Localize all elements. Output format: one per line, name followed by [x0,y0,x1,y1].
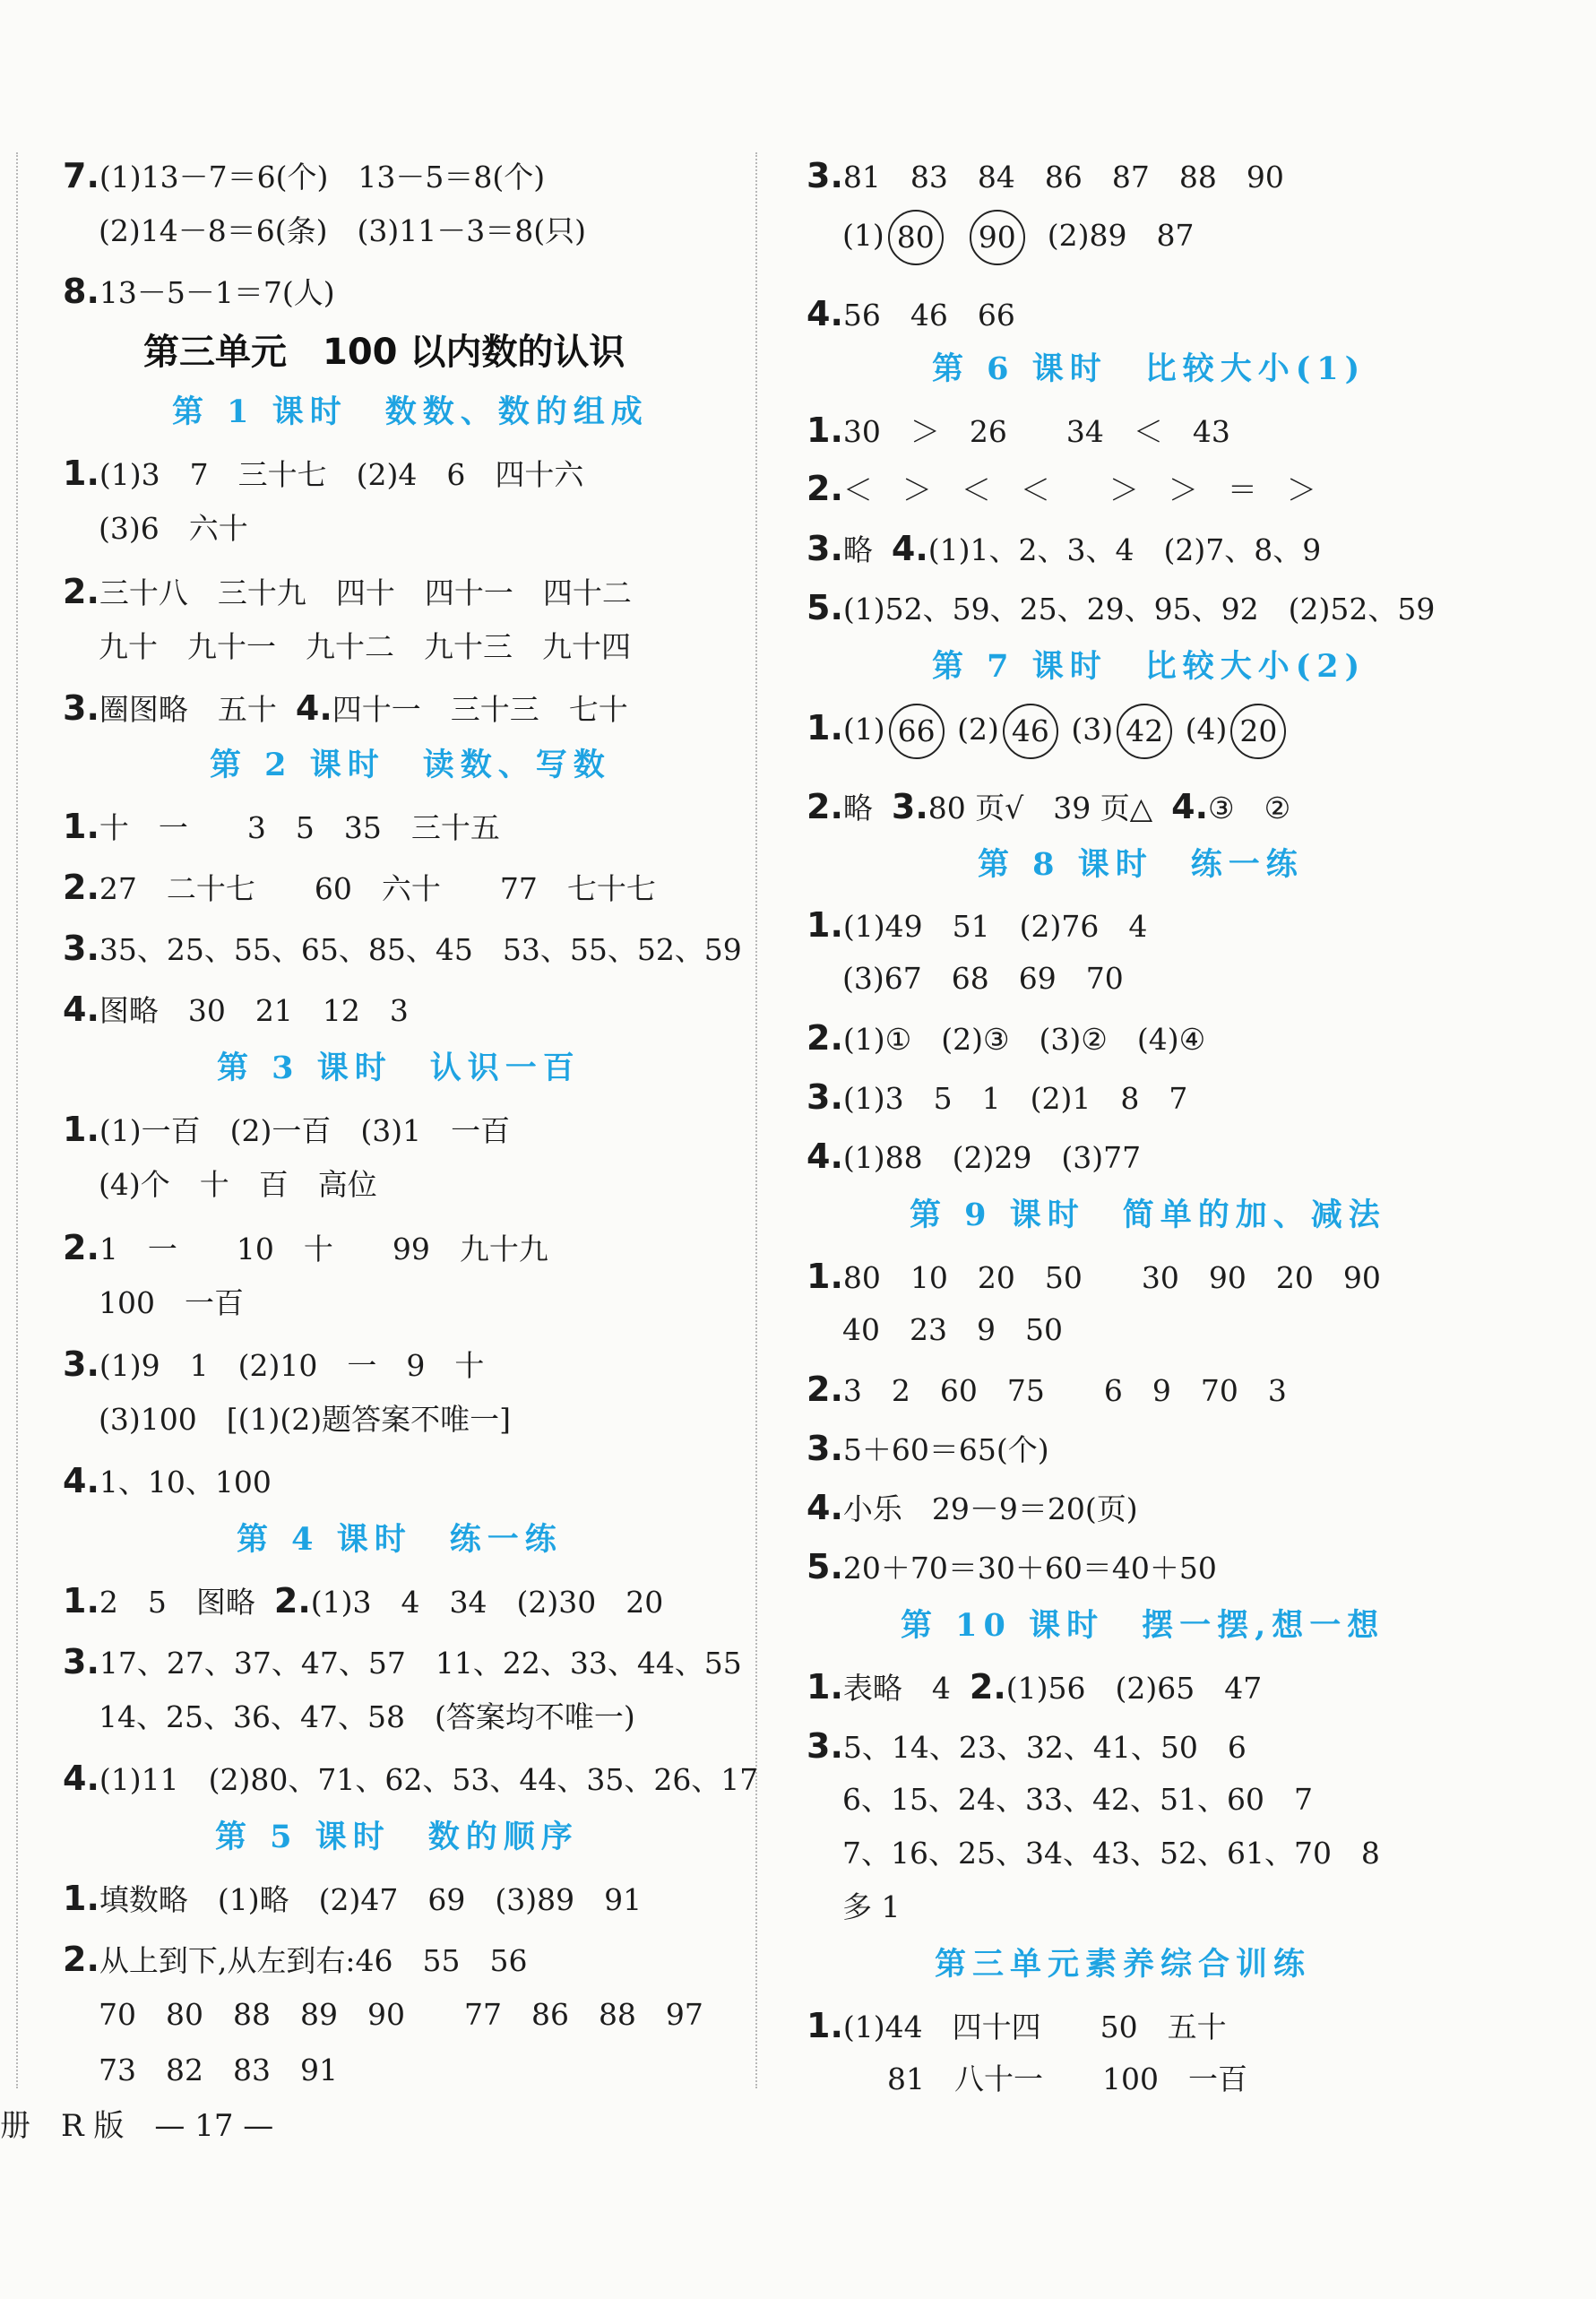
lesson-9-q1: 1.80 10 20 50 30 90 20 90 [807,1257,1381,1296]
lesson-5-heading: 第 5 课时 数的顺序 [215,1819,579,1855]
page-footer: 册 R 版 — 17 — [0,2108,274,2144]
circled-number: 46 [1003,704,1058,759]
lesson-2-q4: 4.图略 30 21 12 3 [63,990,409,1029]
answer-7: 7.(1)13－7＝6(个) 13－5＝8(个) [63,156,546,195]
lesson-4-heading: 第 4 课时 练一练 [237,1521,563,1558]
lesson-8-q4: 4.(1)88 (2)29 (3)77 [807,1137,1142,1176]
lesson-3-q3: 3.(1)9 1 (2)10 一 9 十 [63,1344,485,1384]
lesson-7-heading: 第 7 课时 比较大小(2) [932,648,1367,685]
lesson-1-q1-cont: (3)6 六十 [99,511,248,546]
lesson-7-q1: 1.(1) 66 (2) 46 (3) 42 (4) 20 [807,699,1290,759]
lesson-4-q3-cont: 14、25、36、47、58 (答案均不唯一) [99,1699,635,1734]
lesson-10-q1-q2: 1.表略 4 2.(1)56 (2)65 47 [807,1667,1263,1707]
lesson-10-q3-row2: 6、15、24、33、42、51、60 7 [842,1782,1313,1817]
lesson-3-q2: 2.1 一 10 十 99 九十九 [63,1228,548,1267]
lesson-10-q3-row3: 7、16、25、34、43、52、61、70 8 [842,1836,1380,1871]
circled-number: 42 [1117,704,1172,759]
lesson-6-q5: 5.(1)52、59、25、29、95、92 (2)52、59 [807,588,1436,627]
answer-8: 8.13－5－1＝7(人) [63,272,335,311]
lesson-5-q1: 1.填数略 (1)略 (2)47 69 (3)89 91 [63,1879,643,1918]
lesson-2-q2: 2.27 二十七 60 六十 77 七十七 [63,868,656,907]
left-dotted-rule [16,152,18,2088]
lesson-5-q2: 2.从上到下,从左到右:46 55 56 [63,1940,528,1979]
circled-number: 80 [888,210,944,265]
answer-7-cont: (2)14－8＝6(条) (3)11－3＝8(只) [99,213,586,248]
lesson-3-q4: 4.1、10、100 [63,1461,272,1500]
lesson-3-q3-cont: (3)100 [(1)(2)题答案不唯一] [99,1402,511,1437]
answer-3: 3.81 83 84 86 87 88 90 [807,156,1284,195]
lesson-8-q1-cont: (3)67 68 69 70 [842,961,1124,996]
unit-review-q1-cont: 81 八十一 100 一百 [887,2061,1247,2096]
unit-title: 第三单元 100 以内数的认识 [143,332,625,373]
lesson-9-q3: 3.5＋60＝65(个) [807,1429,1049,1468]
unit-review-q1: 1.(1)44 四十四 50 五十 [807,2006,1227,2045]
lesson-8-q1: 1.(1)49 51 (2)76 4 [807,905,1148,945]
lesson-4-q4: 4.(1)11 (2)80、71、62、53、44、35、26、17 [63,1759,759,1798]
lesson-3-q2-cont: 100 一百 [99,1285,244,1320]
lesson-8-heading: 第 8 课时 练一练 [978,846,1304,883]
lesson-10-q3-row4: 多 1 [842,1889,901,1924]
lesson-2-q3: 3.35、25、55、65、85、45 53、55、52、59 [63,929,742,968]
circled-number: 20 [1230,704,1286,759]
lesson-9-q1-cont: 40 23 9 50 [842,1312,1063,1347]
lesson-6-q3-q4: 3.略 4.(1)1、2、3、4 (2)7、8、9 [807,529,1322,568]
lesson-1-q1: 1.(1)3 7 三十七 (2)4 6 四十六 [63,454,584,493]
answer-3-cont: (1) 80 90 (2)89 87 [842,208,1194,265]
lesson-9-q4: 4.小乐 29－9＝20(页) [807,1488,1138,1527]
lesson-3-heading: 第 3 课时 认识一百 [217,1050,581,1086]
lesson-4-q3: 3.17、27、37、47、57 11、22、33、44、55 [63,1642,742,1681]
lesson-9-q5: 5.20＋70＝30＋60＝40＋50 [807,1547,1217,1586]
lesson-4-q1-q2: 1.2 5 图略 2.(1)3 4 34 (2)30 20 [63,1581,664,1621]
lesson-2-heading: 第 2 课时 读数、写数 [210,747,611,783]
lesson-2-q1: 1.十 一 3 5 35 三十五 [63,807,500,846]
answer-4: 4.56 46 66 [807,294,1015,333]
circled-number: 90 [970,210,1025,265]
unit-review-heading: 第三单元素养综合训练 [935,1946,1312,1983]
lesson-1-q2: 2.三十八 三十九 四十 四十一 四十二 [63,572,632,611]
lesson-8-q2: 2.(1)① (2)③ (3)② (4)④ [807,1018,1206,1058]
lesson-6-q2: 2.＜ ＞ ＜ ＜ ＞ ＞ ＝ ＞ [807,469,1316,508]
lesson-10-q3: 3.5、14、23、32、41、50 6 [807,1726,1247,1766]
lesson-6-heading: 第 6 课时 比较大小(1) [932,350,1367,387]
lesson-8-q3: 3.(1)3 5 1 (2)1 8 7 [807,1077,1188,1117]
lesson-9-q2: 2.3 2 60 75 6 9 70 3 [807,1370,1287,1409]
lesson-1-heading: 第 1 课时 数数、数的组成 [172,393,649,430]
lesson-3-q1: 1.(1)一百 (2)一百 (3)1 一百 [63,1110,511,1149]
lesson-3-q1-cont: (4)个 十 百 高位 [99,1167,377,1202]
lesson-1-q3-q4: 3.圈图略 五十 4.四十一 三十三 七十 [63,688,628,728]
lesson-5-q2-row2: 70 80 88 89 90 77 86 88 97 [99,1997,703,2032]
center-dotted-rule [755,152,757,2088]
lesson-5-q2-row3: 73 82 83 91 [99,2053,338,2087]
lesson-1-q2-cont: 九十 九十一 九十二 九十三 九十四 [99,629,631,664]
lesson-9-heading: 第 9 课时 简单的加、减法 [910,1197,1386,1233]
lesson-6-q1: 1.30 ＞ 26 34 ＜ 43 [807,411,1230,450]
lesson-10-heading: 第 10 课时 摆一摆,想一想 [901,1607,1385,1644]
lesson-7-q2-q4: 2.略 3.80 页√ 39 页△ 4.③ ② [807,787,1291,826]
circled-number: 66 [889,704,945,759]
